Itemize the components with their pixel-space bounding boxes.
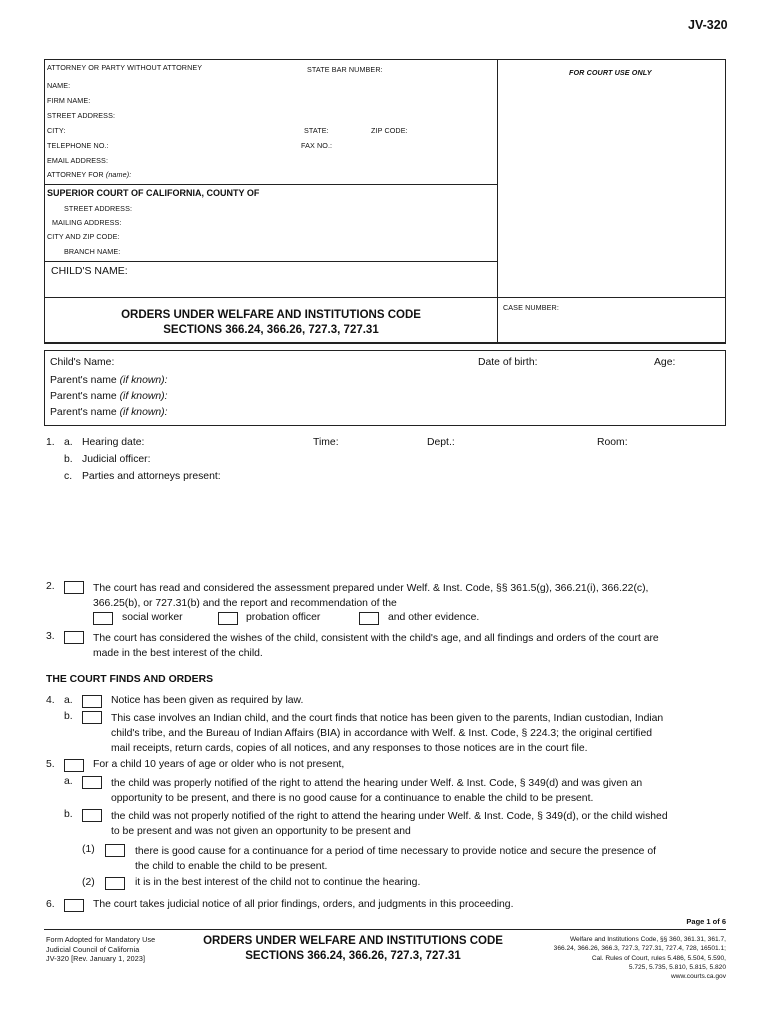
item5b1-checkbox[interactable] xyxy=(105,844,125,857)
caption-frame xyxy=(44,59,726,344)
item6-checkbox[interactable] xyxy=(64,899,84,912)
dob-field[interactable]: Date of birth: xyxy=(478,357,538,368)
item4a-text: Notice has been given as required by law. xyxy=(111,695,304,706)
item5-checkbox[interactable] xyxy=(64,759,84,772)
caption-title: ORDERS UNDER WELFARE AND INSTITUTIONS CODE SECTIONS 366.24, 366.26, 727.3, 727.31 xyxy=(121,309,421,336)
time-field[interactable]: Time: xyxy=(313,437,339,448)
court-street-label[interactable]: STREET ADDRESS: xyxy=(64,204,133,213)
parent-name-field-3[interactable]: Parent's name (if known): xyxy=(50,407,168,418)
item4a-checkbox[interactable] xyxy=(82,695,102,708)
item5a-checkbox[interactable] xyxy=(82,776,102,789)
state-bar-label: STATE BAR NUMBER: xyxy=(307,65,383,74)
room-field[interactable]: Room: xyxy=(597,437,628,448)
case-number-label[interactable]: CASE NUMBER: xyxy=(503,303,559,312)
other-evidence-checkbox[interactable] xyxy=(359,612,379,625)
item-number: 1. xyxy=(46,437,55,448)
item-letter: a. xyxy=(64,695,73,706)
social-worker-checkbox[interactable] xyxy=(93,612,113,625)
dept-field[interactable]: Dept.: xyxy=(427,437,455,448)
page-number: Page 1 of 6 xyxy=(686,917,726,926)
parent-name-field-1[interactable]: Parent's name (if known): xyxy=(50,375,168,386)
footer-title: ORDERS UNDER WELFARE AND INSTITUTIONS CODE SECTIONS 366.24, 366.26, 727.3, 727.31 xyxy=(203,935,503,962)
item-letter: b. xyxy=(64,809,73,820)
item-subnumber: (2) xyxy=(82,877,95,888)
other-evidence-label: and other evidence. xyxy=(388,612,480,623)
footer-rule xyxy=(44,929,726,930)
attorney-label: ATTORNEY OR PARTY WITHOUT ATTORNEY xyxy=(47,63,203,72)
item3-text: The court has considered the wishes of the child, consistent with the child's age, and all findings and orders of the court are made in the best interest of the child. xyxy=(93,633,659,659)
item5a-text: the child was properly notified of the right to attend the hearing under Welf. & Inst. Code, § 349(d) and was given an opportunity to be present, and there is no good cause for a continuance to enable the child to be present. xyxy=(111,778,643,804)
judicial-officer-field[interactable]: Judicial officer: xyxy=(82,454,151,465)
hearing-date-field[interactable]: Hearing date: xyxy=(82,437,145,448)
social-worker-label: social worker xyxy=(122,612,183,623)
item-letter: c. xyxy=(64,471,73,482)
item4b-text: This case involves an Indian child, and the court finds that notice has been given to the parents, Indian custodian, Indian child's tribe, and the Bureau of Indian Affairs (BIA) in accordance with Welf. & Inst. Code, § 224.3; the original certified mail receipts, return cards, copies of all notices, and any responses to those notices are in the court file. xyxy=(111,713,664,754)
state-label[interactable]: STATE: xyxy=(304,126,329,135)
form-id: JV-320 xyxy=(688,18,728,32)
item-number: 6. xyxy=(46,899,55,910)
item2-checkbox[interactable] xyxy=(64,581,84,594)
court-mailing-label[interactable]: MAILING ADDRESS: xyxy=(52,218,122,227)
item-number: 5. xyxy=(46,759,55,770)
court-use-label: FOR COURT USE ONLY xyxy=(569,68,652,77)
item5b2-checkbox[interactable] xyxy=(105,877,125,890)
item5b2-text: it is in the best interest of the child not to continue the hearing. xyxy=(135,877,421,888)
fax-label[interactable]: FAX NO.: xyxy=(301,141,333,150)
item-subnumber: (1) xyxy=(82,844,95,855)
item-letter: b. xyxy=(64,711,73,722)
parties-present-field[interactable]: Parties and attorneys present: xyxy=(82,471,221,482)
court-title: SUPERIOR COURT OF CALIFORNIA, COUNTY OF xyxy=(47,188,260,198)
street-label[interactable]: STREET ADDRESS: xyxy=(47,111,116,120)
footer-right: Welfare and Institutions Code, §§ 360, 361.31, 361.7, 366.24, 366.26, 366.3, 727.3, 727.31, 727.4, 728, 16501.1; Cal. Rules of Court, rules 5.486, 5.504, 5.590, 5.725, 5.735, 5.810, 5.815, 5.820 www.courts.ca.gov xyxy=(553,936,726,981)
section-heading: THE COURT FINDS AND ORDERS xyxy=(46,674,214,685)
attorney-for-label[interactable]: ATTORNEY FOR (name): xyxy=(47,170,132,179)
caption-divider xyxy=(497,59,498,343)
item-letter: a. xyxy=(64,776,73,787)
item5b1-text: there is good cause for a continuance for a period of time necessary to provide notice and secure the presence of the child to enable the child to be present. xyxy=(135,846,656,872)
footer-left: Form Adopted for Mandatory Use Judicial Council of California JV-320 [Rev. January 1, 2023] xyxy=(46,935,156,963)
probation-officer-checkbox[interactable] xyxy=(218,612,238,625)
child-name-field[interactable]: Child's Name: xyxy=(50,357,115,368)
parent-name-field-2[interactable]: Parent's name (if known): xyxy=(50,391,168,402)
name-label[interactable]: NAME: xyxy=(47,81,71,90)
email-label[interactable]: EMAIL ADDRESS: xyxy=(47,156,109,165)
item5-intro: For a child 10 years of age or older who is not present, xyxy=(93,759,345,770)
item3-checkbox[interactable] xyxy=(64,631,84,644)
firm-label[interactable]: FIRM NAME: xyxy=(47,96,91,105)
zip-label[interactable]: ZIP CODE: xyxy=(371,126,408,135)
child-name-label[interactable]: CHILD'S NAME: xyxy=(51,265,128,277)
phone-label[interactable]: TELEPHONE NO.: xyxy=(47,141,109,150)
item5b-checkbox[interactable] xyxy=(82,809,102,822)
city-label[interactable]: CITY: xyxy=(47,126,66,135)
item-letter: b. xyxy=(64,454,73,465)
item-number: 2. xyxy=(46,581,55,592)
item-number: 3. xyxy=(46,631,55,642)
court-branch-label[interactable]: BRANCH NAME: xyxy=(64,247,121,256)
item-letter: a. xyxy=(64,437,73,448)
item5b-text: the child was not properly notified of the right to attend the hearing under Welf. & Inst. Code, § 349(d), or the child wished to be present and was not given an opportunity to be present and xyxy=(111,811,668,837)
item4b-checkbox[interactable] xyxy=(82,711,102,724)
probation-officer-label: probation officer xyxy=(246,612,321,623)
age-field[interactable]: Age: xyxy=(654,357,676,368)
court-city-label[interactable]: CITY AND ZIP CODE: xyxy=(47,232,120,241)
item6-text: The court takes judicial notice of all prior findings, orders, and judgments in this proceeding. xyxy=(93,899,514,910)
item-number: 4. xyxy=(46,695,55,706)
item2-text: The court has read and considered the assessment prepared under Welf. & Inst. Code, §§ 361.5(g), 366.21(i), 366.22(c), 366.25(b), or 727.31(b) and the report and recommendation of the xyxy=(93,583,649,609)
